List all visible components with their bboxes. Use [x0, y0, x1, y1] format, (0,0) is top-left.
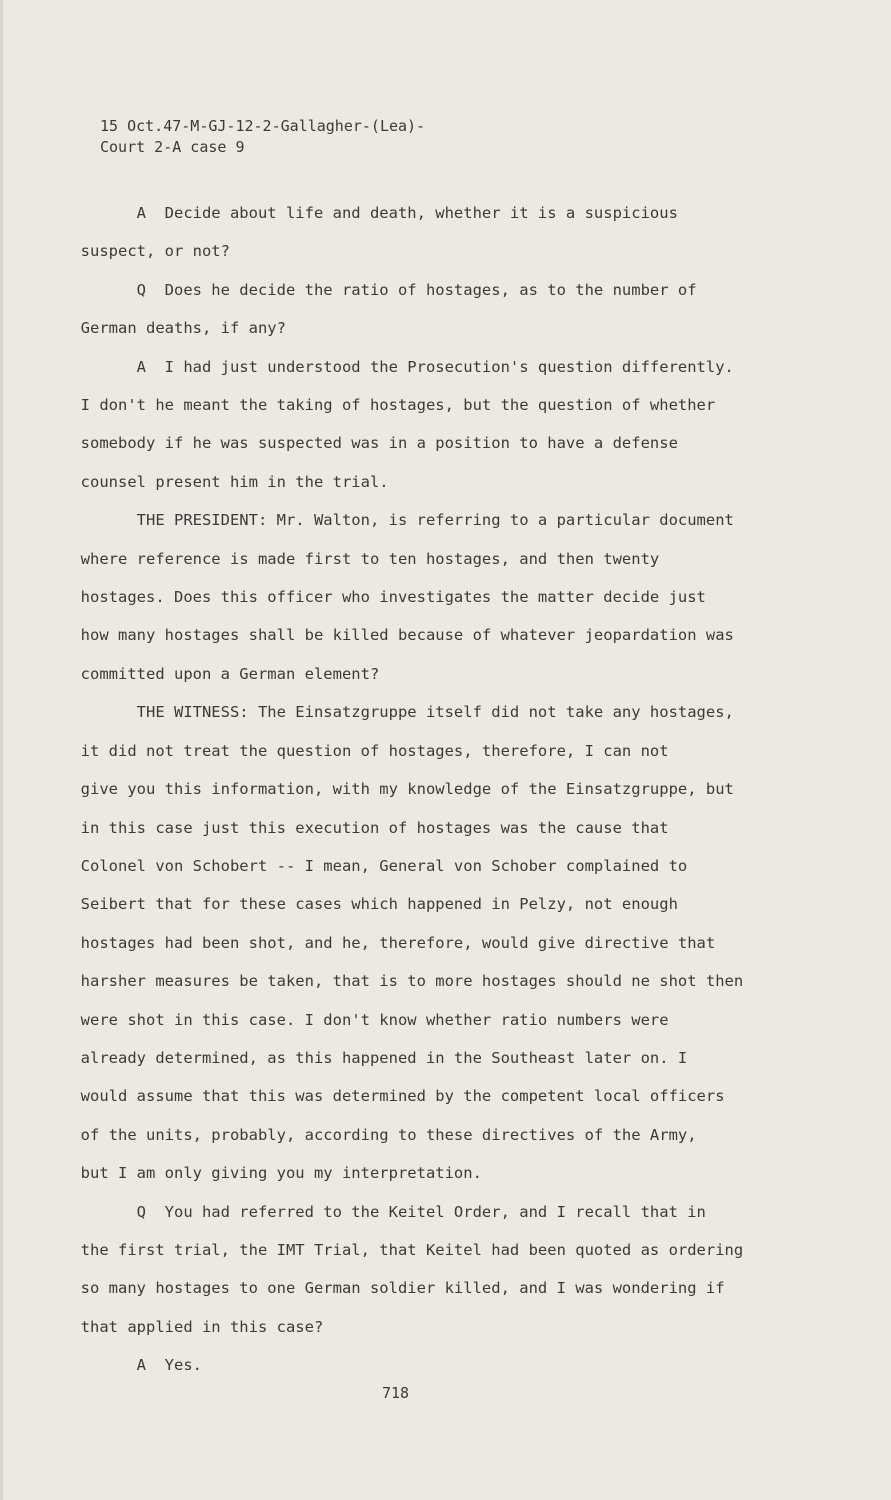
transcript-line: THE PRESIDENT: Mr. Walton, is referring to a particular document [62, 511, 734, 530]
transcript-line: I don't he meant the taking of hostages, but the question of whether [62, 396, 716, 415]
transcript-line: hostages. Does this officer who investigates the matter decide just [62, 588, 706, 607]
transcript-line: counsel present him in the trial. [62, 472, 389, 491]
page-number: 718 [382, 1384, 410, 1402]
transcript-line: give you this information, with my knowledge of the Einsatzgruppe, but [62, 780, 734, 799]
transcript-line: the first trial, the IMT Trial, that Keitel had been quoted as ordering [62, 1240, 744, 1259]
transcript-line: so many hostages to one German soldier killed, and I was wondering if [62, 1279, 725, 1298]
transcript-line: A Decide about life and death, whether it is a suspicious [62, 204, 678, 222]
transcript-line: in this case just this execution of hostages was the cause that [62, 818, 669, 837]
header-line-2: Court 2-A case 9 [100, 138, 245, 156]
transcript-line: that applied in this case? [62, 1317, 324, 1336]
transcript-line: THE WITNESS: The Einsatzgruppe itself did not take any hostages, [62, 703, 734, 722]
transcript-line: it did not treat the question of hostages, therefore, I can not [62, 741, 669, 760]
transcript-line: A Yes. [62, 1356, 202, 1375]
transcript-line: suspect, or not? [62, 242, 230, 261]
transcript-line: where reference is made first to ten hostages, and then twenty [62, 549, 660, 568]
transcript-line: already determined, as this happened in the Southeast later on. I [62, 1048, 688, 1067]
transcript-line: committed upon a German element? [62, 664, 380, 683]
transcript-line: of the units, probably, according to these directives of the Army, [62, 1125, 697, 1144]
document-header [100, 116, 425, 158]
transcript-line: but I am only giving you my interpretation. [62, 1164, 482, 1183]
transcript-line: A I had just understood the Prosecution's question differently. [62, 357, 734, 376]
transcript-line: hostages had been shot, and he, therefore, would give directive that [62, 933, 716, 952]
transcript-line: were shot in this case. I don't know whether ratio numbers were [62, 1010, 669, 1029]
transcript-line: Colonel von Schobert -- I mean, General von Schober complained to [62, 856, 688, 875]
transcript-line: would assume that this was determined by the competent local officers [62, 1087, 725, 1106]
transcript-line: how many hostages shall be killed because of whatever jeopardation was [62, 626, 734, 645]
header-line-1: 15 Oct.47-M-GJ-12-2-Gallagher-(Lea)- [100, 117, 426, 135]
transcript-line: Q You had referred to the Keitel Order, and I recall that in [62, 1202, 706, 1221]
transcript-line: harsher measures be taken, that is to more hostages should ne shot then [62, 972, 744, 991]
transcript-line: somebody if he was suspected was in a position to have a defense [62, 434, 678, 453]
page-edge [0, 0, 3, 1500]
transcript-body [62, 194, 772, 1385]
transcript-line: Seibert that for these cases which happened in Pelzy, not enough [62, 895, 678, 914]
transcript-line: German deaths, if any? [62, 319, 286, 338]
transcript-line: Q Does he decide the ratio of hostages, as to the number of [62, 280, 697, 299]
